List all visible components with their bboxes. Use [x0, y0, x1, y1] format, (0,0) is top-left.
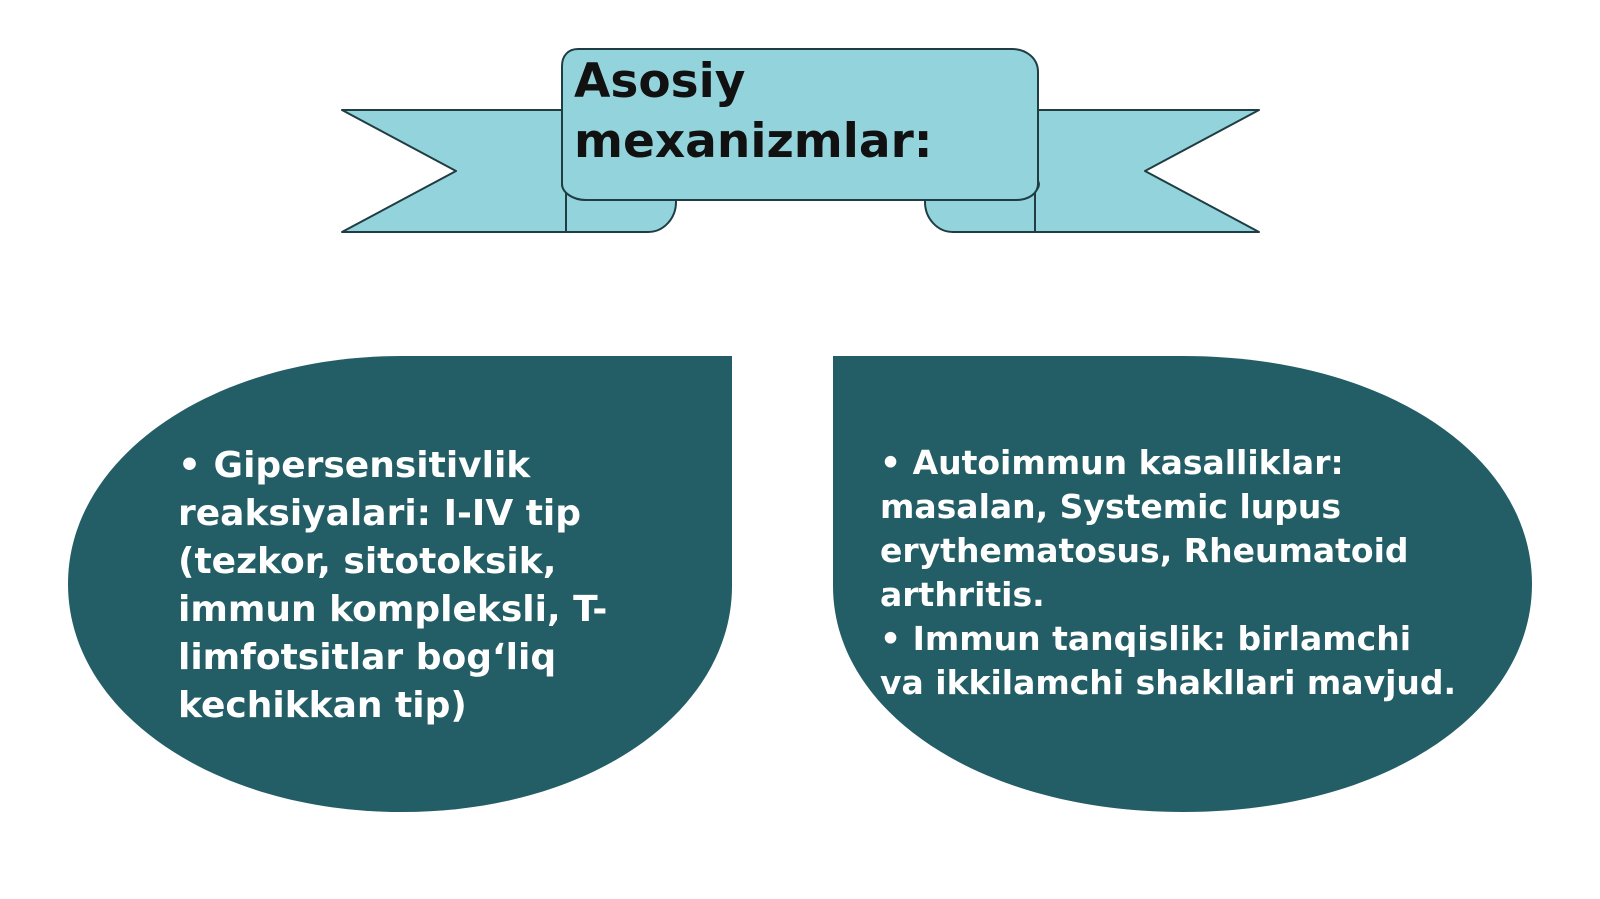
right-bubble-line: va ikkilamchi shakllari mavjud. [880, 663, 1457, 702]
ribbon-right-tail [1035, 110, 1259, 232]
banner-title [574, 52, 1034, 172]
left-bubble-line: • Gipersensitivlik [178, 445, 531, 486]
left-bubble-text [178, 442, 628, 730]
left-bubble-line: (tezkor, sitotoksik, [178, 541, 557, 582]
banner-title-line-2: mexanizmlar: [574, 114, 933, 169]
right-bubble-line: • Immun tanqislik: birlamchi [880, 619, 1412, 658]
right-bubble-line: arthritis. [880, 575, 1045, 614]
left-bubble-line: reaksiyalari: I-IV tip [178, 493, 582, 534]
right-bubble-text [880, 441, 1480, 705]
left-bubble-line: limfotsitlar bog‘liq [178, 637, 557, 678]
banner-title-line-1: Asosiy [574, 54, 746, 109]
left-bubble-line: kechikkan tip) [178, 685, 467, 726]
left-bubble-line: immun kompleksli, T- [178, 589, 608, 630]
right-bubble-line: erythematosus, Rheumatoid [880, 531, 1409, 570]
right-bubble-line: masalan, Systemic lupus [880, 487, 1342, 526]
right-bubble-line: • Autoimmun kasalliklar: [880, 443, 1344, 482]
ribbon-left-tail [342, 110, 566, 232]
